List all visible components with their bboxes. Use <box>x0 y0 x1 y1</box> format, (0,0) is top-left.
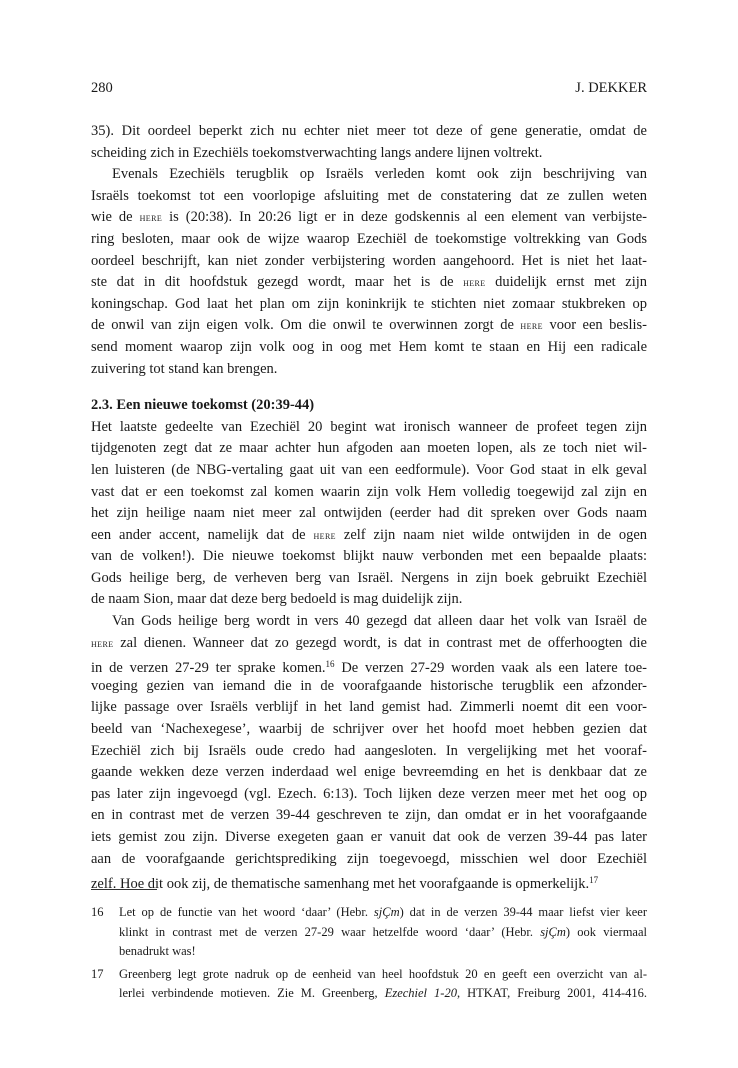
footnote-number: 16 <box>91 905 104 919</box>
footnote-line: benadrukt was! <box>119 944 196 958</box>
text-line: in de verzen 27-29 ter sprake komen.$^{16}$ De verzen 27-29 worden vaak als een latere toe- <box>91 659 647 677</box>
footnote-number: 17 <box>91 966 104 981</box>
divine-name: here <box>139 212 163 225</box>
running-head-author: J. DEKKER <box>575 80 647 96</box>
text-line: pas later zijn ingevoegd (vgl. Ezech. 6:13). Toch lijken deze verzen meer met het oog op <box>91 785 647 802</box>
text-line: 35). Dit oordeel beperkt zich nu echter niet meer tot deze of gene generatie, omdat de <box>91 123 647 139</box>
text-line: van de volken!). Die nieuwe toekomst blijkt nauw verbonden met een bepaalde plaats: <box>91 548 647 565</box>
footnote-ref[interactable]: 17 <box>589 875 599 886</box>
text-line: Gods heilige berg, de verheven berg van Israël. Nergens in zijn boek gebruikt Ezechiël <box>91 569 647 586</box>
text-line: here zal dienen. Wanneer dat zo gezegd wordt, is dat in contrast met de offerhoogten die <box>91 634 647 651</box>
page-number: 280 <box>91 80 113 96</box>
text-line: vast dat er een toekomst zal komen waarin zijn volk Hem volledig toegewijd zal zijn en <box>91 483 647 500</box>
footnote-16 <box>91 903 647 962</box>
divine-name: here <box>313 529 336 542</box>
footnote-line: Greenberg legt grote nadruk op de eenheid van heel hoofdstuk 20 en geeft een overzicht van al- <box>119 966 647 981</box>
text-line: ste dat in dit hoofdstuk gezegd wordt, maar het is de here duidelijk ernst met zijn <box>91 274 648 291</box>
text-line: lijke passage over Israëls verblijf in het land gemist had. Zimmerli noemt dit een voor- <box>91 699 647 716</box>
text-line: Israëls toekomst tot een voorlopige afsluiting met de constatering dat ze zullen weten <box>91 187 647 204</box>
text-line: en in contrast met de verzen 39-44 geschreven te zijn, dan omdat er in het voorafgaande <box>91 807 647 824</box>
text-line: oordeel beschrijft, kan niet zonder verbijstering worden aangehoord. Het is niet het laat- <box>91 252 647 269</box>
footnote-line: klinkt in contrast met de verzen 27-29 waar hetzelfde woord ‘daar’ (Hebr. sjÇm) ook viermaal <box>119 924 647 939</box>
text-line: de onwil van zijn eigen volk. Om die onwil te overwinnen zorgt de here voor een beslis- <box>91 317 648 334</box>
text-line: voeging gezien van iemand die in de voorafgaande historische terugblik een afzonder- <box>91 677 647 694</box>
footnote-line: Let op de functie van het woord ‘daar’ (Hebr. sjÇm) dat in de verzen 39-44 maar liefst vier keer <box>119 905 648 919</box>
footnote-line: lerlei verbindende motieven. Zie M. Greenberg, Ezechiel 1-20, HTKAT, Freiburg 2001, 414-416. <box>119 986 647 1000</box>
text-line: zuivering tot stand kan brengen. <box>91 360 278 377</box>
text-line: zelf. Hoe dit ook zij, de thematische samenhang met het voorafgaande is opmerkelijk.$^{17}$ <box>91 875 599 893</box>
text-line: tijdgenoten zegt dat ze maar achter hun afgoden aan moeten lopen, als ze toch niet wil- <box>91 440 647 457</box>
text-line: Ezechiël zich bij Israëls oude credo had aangesloten. In vergelijking met het vooraf- <box>91 742 647 759</box>
text-line: beeld van ‘Nachexegese’, waarbij de schrijver over het hoofd moet hebben gezien dat <box>91 721 647 738</box>
text-line: iets gemist zou zijn. Diverse exegeten gaan er vanuit dat ook de verzen 39-44 pas later <box>91 829 647 845</box>
paragraph-continuation <box>91 121 647 164</box>
body-text <box>91 121 647 892</box>
section-heading: 2.3. Een nieuwe toekomst (20:39-44) <box>91 397 315 414</box>
text-line: aan de voorafgaande gerichtsprediking zijn toegevoegd, misschien wel door Ezechiël <box>91 850 647 867</box>
text-line: de naam Sion, maar dat deze berg bedoeld is mag duidelijk zijn. <box>91 591 463 608</box>
paragraph-evenals <box>91 164 647 380</box>
text-line: scheiding zich in Ezechiëls toekomstverwachting langs andere lijnen voltrekt. <box>91 144 543 161</box>
footnote-17 <box>91 965 647 1004</box>
text-line: gaande wekken deze verzen inderdaad wel enige bevreemding en het is denkbaar dat ze <box>91 764 647 781</box>
text-line: len luisteren (de NBG-vertaling gaat uit van een eedformule). Voor God staat in elk geval <box>91 461 647 478</box>
text-line: Het laatste gedeelte van Ezechiël 20 begint wat ironisch wanneer de profeet tegen zijn <box>91 418 647 435</box>
footnote-divider <box>91 889 157 890</box>
divine-name: here <box>91 637 114 650</box>
footnote-ref[interactable]: 16 <box>325 659 335 670</box>
text-line: Van Gods heilige berg wordt in vers 40 gezegd dat alleen daar het volk van Israël de <box>112 613 647 630</box>
text-line: send moment waarop zijn volk oog in oog met Hem komt te staan en Hij een radicale <box>91 338 647 355</box>
footnotes <box>91 903 647 1004</box>
paragraph-heilige-berg <box>91 611 647 892</box>
text-line: Evenals Ezechiëls terugblik op Israëls verleden komt ook zijn beschrijving van <box>112 166 647 183</box>
paragraph-laatste-gedeelte <box>91 417 647 611</box>
divine-name: here <box>463 277 486 290</box>
text-line: een ander accent, namelijk dat de here zelf zijn naam niet wilde ontwijden in de ogen <box>91 526 648 543</box>
divine-name: here <box>520 320 543 333</box>
text-line: ring besloten, maar ook de wijze waarop Ezechiël de toekomstige voltrekking van Gods <box>91 230 647 247</box>
text-line: wie de here is (20:38). In 20:26 ligt er in deze godskennis al een element van verbijste- <box>91 209 648 226</box>
running-header <box>91 79 647 97</box>
text-line: het zijn heilige naam niet meer zal ontwijden (eerder had dit spreken over Gods naam <box>91 505 647 522</box>
text-line: koningschap. God laat het plan om zijn koninkrijk te stichten niet zomaar stukbreken op <box>91 295 647 312</box>
